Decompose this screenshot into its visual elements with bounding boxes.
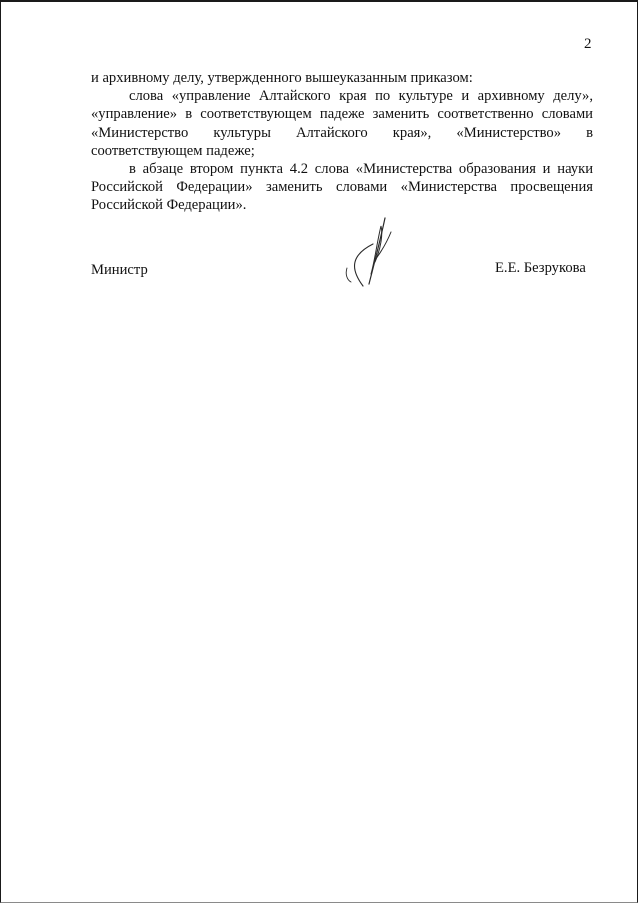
page-number: 2 bbox=[584, 36, 592, 52]
document-body bbox=[91, 69, 593, 215]
paragraph-replacement-words: слова «управление Алтайского края по культуре и архивному делу», «управление» в соответствующем падеже заменить соответственно словами «Министерство культуры Алтайского края», «Министерство» в соответствующем падеже; bbox=[91, 88, 593, 159]
paragraph-point-4-2: в абзаце втором пункта 4.2 слова «Министерства образования и науки Российской Федерации» заменить словами «Министерства просвещения Российской Федерации». bbox=[91, 161, 593, 214]
signatory-name: Е.Е. Безрукова bbox=[495, 260, 586, 276]
paragraph-continuation: и архивному делу, утвержденного вышеуказанным приказом: bbox=[91, 70, 473, 86]
signatory-title: Министр bbox=[91, 262, 148, 278]
handwritten-signature bbox=[335, 212, 405, 288]
